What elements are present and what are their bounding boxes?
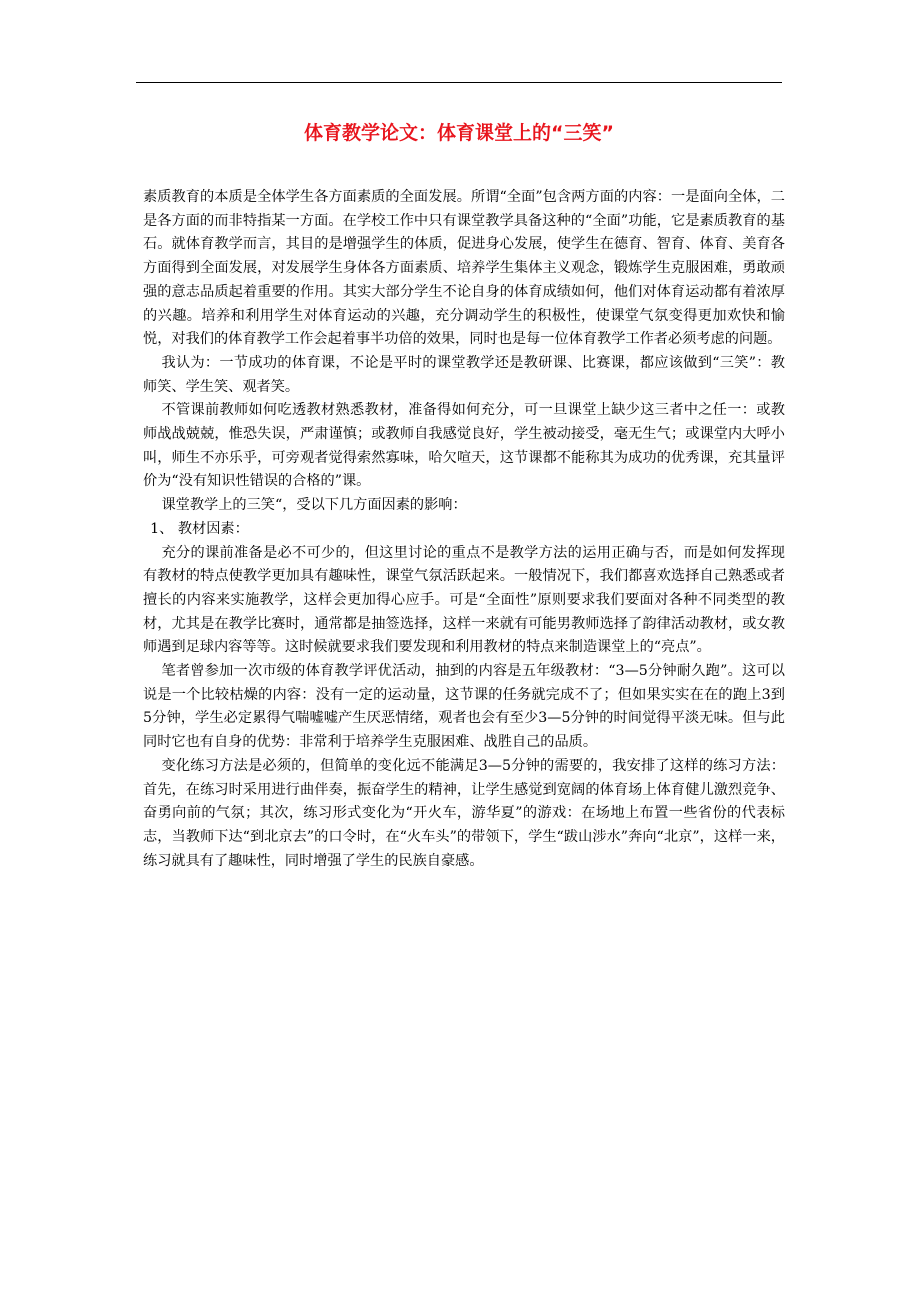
paragraph-preparation: 充分的课前准备是必不可少的，但这里讨论的重点不是教学方法的运用正确与否，而是如何发挥现有教材的特点使教学更加具有趣味性，课堂气氛活跃起来。一般情况下，我们都喜欢选择自己熟悉或者擅长的内容来实施教学，这样会更加得心应手。可是“全面性”原则要求我们要面对各种不同类型的教材，尤其是在教学比赛时，通常都是抽签选择，这样一来就有可能男教师选择了韵律活动教材，或女教师遇到足球内容等等。这时候就要求我们要发现和利用教材的特点来制造课堂上的“亮点”。 bbox=[143, 544, 785, 656]
paragraph-intro: 素质教育的本质是全体学生各方面素质的全面发展。所谓“全面”包含两方面的内容：一是面向全体，二是各方面的而非特指某一方面。在学校工作中只有课堂教学具备这种的“全面”功能，它是素质教育的基石。就体育教学而言，其目的是增强学生的体质，促进身心发展，使学生在德育、智育、体育、美育各方面得到全面发展，对发展学生身体各方面素质、培养学生集体主义观念，锻炼学生克服困难，勇敢顽强的意志品质起着重要的作用。其实大部分学生不论自身的体育成绩如何，他们对体育运动都有着浓厚的兴趣。培养和利用学生对体育运动的兴趣，充分调动学生的积极性，使课堂气氛变得更加欢快和愉悦，对我们的体育教学工作会起着事半功倍的效果，同时也是每一位体育教学工作者必须考虑的问题。 bbox=[143, 189, 785, 348]
paragraph-methods: 变化练习方法是必须的，但简单的变化远不能满足3—5分钟的需要的，我安排了这样的练习方法：首先，在练习时采用进行曲伴奏，振奋学生的精神，让学生感觉到宽阔的体育场上体育健儿激烈竞争、奋勇向前的气氛；其次，练习形式变化为“开火车，游华夏”的游戏：在场地上布置一些省份的代表标志，当教师下达“到北京去”的口令时，在“火车头”的带领下，学生“跋山涉水”奔向“北京”，这样一来，练习就具有了趣味性，同时增强了学生的民族自豪感。 bbox=[143, 757, 785, 869]
paragraph-opinion: 我认为：一节成功的体育课，不论是平时的课堂教学还是教研课、比赛课，都应该做到“三笑”：教师笑、学生笑、观者笑。 bbox=[143, 354, 785, 395]
document-title: 体育教学论文：体育课堂上的“三笑” bbox=[304, 122, 614, 144]
list-item-materials: 1、 教材因素： bbox=[150, 520, 249, 537]
header-rule bbox=[136, 82, 782, 83]
paragraph-factors-intro: 课堂教学上的三笑“，受以下几方面因素的影响： bbox=[161, 497, 467, 514]
paragraph-example: 笔者曾参加一次市级的体育教学评优活动，抽到的内容是五年级教材：“3—5分钟耐久跑”。这可以说是一个比较枯燥的内容：没有一定的运动量，这节课的任务就完成不了；但如果实实在在的跑上3到5分钟，学生必定累得气喘嘘嘘产生厌恶情绪，观者也会有至少3—5分钟的时间觉得平淡无味。但与此同时它也有自身的优势：非常利于培养学生克服困难、战胜自己的品质。 bbox=[143, 663, 785, 751]
paragraph-failure-cases: 不管课前教师如何吃透教材熟悉教材，准备得如何充分，可一旦课堂上缺少这三者中之任一：或教师战战兢兢，惟恐失误，严肃谨慎；或教师自我感觉良好，学生被动接受，毫无生气；或课堂内大呼小叫，师生不亦乐乎，可旁观者觉得索然寡味，哈欠喧天，这节课都不能称其为成功的优秀课，充其量评价为“没有知识性错误的合格的”课。 bbox=[143, 402, 785, 490]
document-body bbox=[143, 186, 785, 873]
